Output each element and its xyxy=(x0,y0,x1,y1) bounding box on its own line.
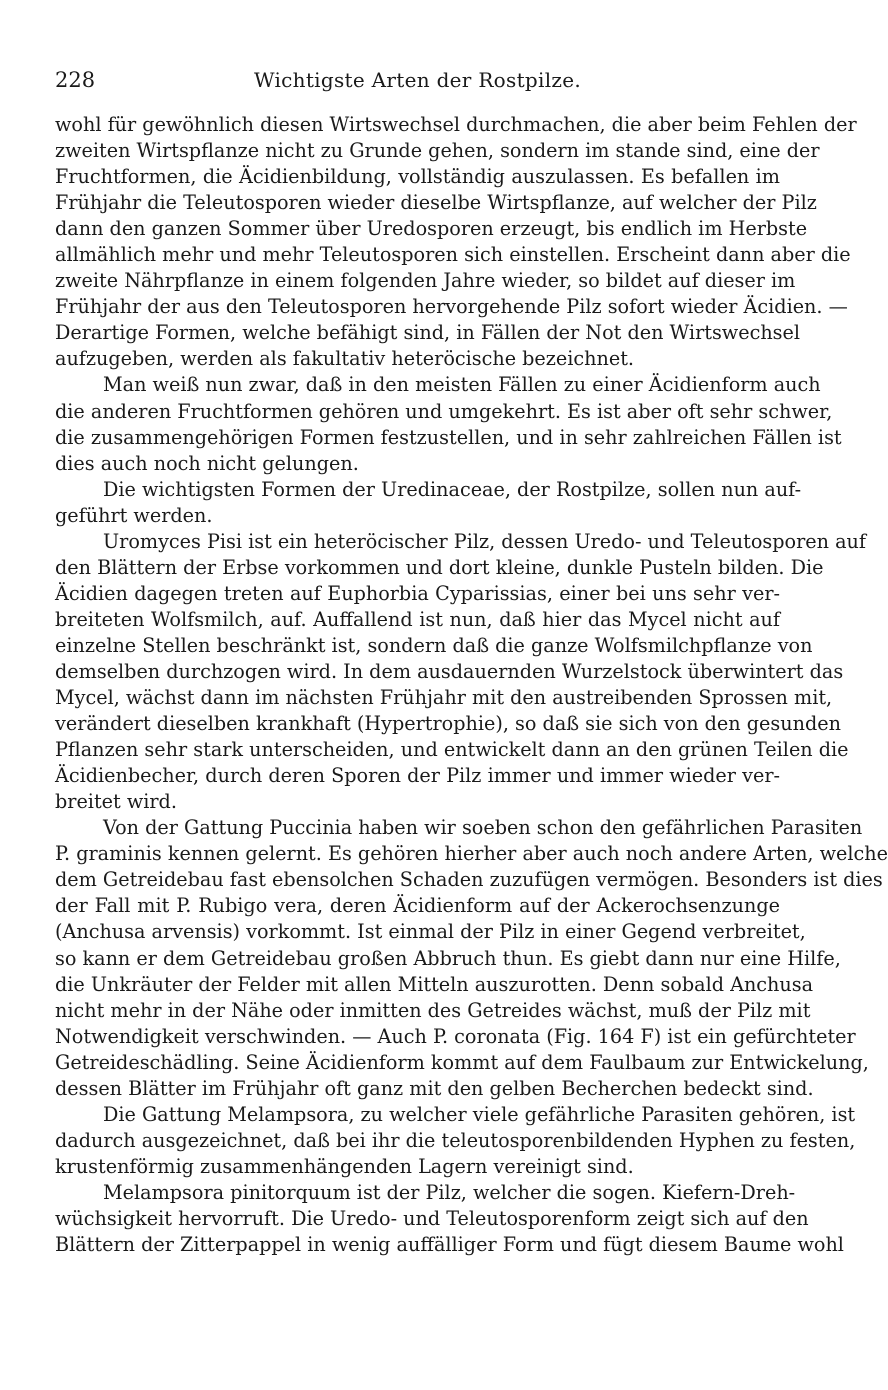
text-line: Frühjahr die Teleutosporen wieder dieselbe Wirtspflanze, auf welcher der Pilz xyxy=(55,191,817,215)
text-line: krustenförmig zusammenhängenden Lagern vereinigt sind. xyxy=(55,1154,634,1178)
text-line: geführt werden. xyxy=(55,503,213,527)
text-line: wüchsigkeit hervorruft. Die Uredo- und Teleutosporenform zeigt sich auf den xyxy=(55,1206,809,1230)
text-line: demselben durchzogen wird. In dem ausdauernden Wurzelstock überwintert das xyxy=(55,659,844,683)
text-line: Blättern der Zitterpappel in wenig auffälliger Form und fügt diesem Baume wohl xyxy=(55,1233,844,1257)
text-line: Getreideschädling. Seine Äcidienform kommt auf dem Faulbaum zur Entwickelung, xyxy=(55,1050,869,1074)
text-line: Frühjahr der aus den Teleutosporen hervorgehende Pilz sofort wieder Äcidien. — xyxy=(55,295,848,319)
text-line: dadurch ausgezeichnet, daß bei ihr die teleutosporenbildenden Hyphen zu festen, xyxy=(55,1128,856,1152)
text-line: die zusammengehörigen Formen festzustellen, und in sehr zahlreichen Fällen ist xyxy=(55,425,842,449)
text-line: so kann er dem Getreidebau großen Abbruch thun. Es giebt dann nur eine Hilfe, xyxy=(55,946,841,970)
text-line: allmählich mehr und mehr Teleutosporen sich einstellen. Erscheint dann aber die xyxy=(55,243,851,267)
text-line: einzelne Stellen beschränkt ist, sondern daß die ganze Wolfsmilchpflanze von xyxy=(55,633,813,657)
body-text xyxy=(55,112,888,1258)
text-line: (Anchusa arvensis) vorkommt. Ist einmal der Pilz in einer Gegend verbreitet, xyxy=(55,920,806,944)
text-line: wohl für gewöhnlich diesen Wirtswechsel durchmachen, die aber beim Fehlen der xyxy=(55,113,857,136)
text-line: dessen Blätter im Frühjahr oft ganz mit den gelben Becherchen bedeckt sind. xyxy=(55,1076,814,1100)
text-line: Von der Gattung Puccinia haben wir soeben schon den gefährlichen Parasiten xyxy=(103,816,863,840)
text-line: breitet wird. xyxy=(55,790,177,814)
text-line: aufzugeben, werden als fakultativ heteröcische bezeichnet. xyxy=(55,347,635,371)
text-line: der Fall mit P. Rubigo vera, deren Äcidienform auf der Ackerochsenzunge xyxy=(55,894,780,918)
text-line: den Blättern der Erbse vorkommen und dort kleine, dunkle Pusteln bilden. Die xyxy=(55,555,824,579)
text-line: Die Gattung Melampsora, zu welcher viele gefährliche Parasiten gehören, ist xyxy=(103,1102,856,1126)
text-line: Fruchtformen, die Äcidienbildung, vollständig auszulassen. Es befallen im xyxy=(55,165,780,189)
text-line: die Unkräuter der Felder mit allen Mitteln auszurotten. Denn sobald Anchusa xyxy=(55,972,814,996)
text-line: dies auch noch nicht gelungen. xyxy=(55,451,359,475)
text-line: verändert dieselben krankhaft (Hypertrophie), so daß sie sich von den gesunden xyxy=(55,712,841,736)
text-line: zweite Nährpflanze in einem folgenden Jahre wieder, so bildet auf dieser im xyxy=(55,269,796,293)
text-line: die anderen Fruchtformen gehören und umgekehrt. Es ist aber oft sehr schwer, xyxy=(55,399,833,423)
text-line: dem Getreidebau fast ebensolchen Schaden zuzufügen vermögen. Besonders ist dies xyxy=(55,868,883,892)
page-header xyxy=(55,64,780,96)
running-title: Wichtigste Arten der Rostpilze. xyxy=(253,68,582,92)
text-line: zweiten Wirtspflanze nicht zu Grunde gehen, sondern im stande sind, eine der xyxy=(55,139,820,163)
text-line: Man weiß nun zwar, daß in den meisten Fällen zu einer Äcidienform auch xyxy=(103,373,821,397)
text-line: Derartige Formen, welche befähigt sind, in Fällen der Not den Wirtswechsel xyxy=(55,321,801,345)
text-line: Melampsora pinitorquum ist der Pilz, welcher die sogen. Kiefern-Dreh- xyxy=(103,1180,796,1204)
text-line: Mycel, wächst dann im nächsten Frühjahr mit den austreibenden Sprossen mit, xyxy=(55,686,833,710)
text-line: Uromyces Pisi ist ein heteröcischer Pilz, dessen Uredo- und Teleutosporen auf xyxy=(103,529,866,553)
text-line: breiteten Wolfsmilch, auf. Auffallend ist nun, daß hier das Mycel nicht auf xyxy=(55,607,780,631)
page-number: 228 xyxy=(55,68,96,92)
text-line: Äcidienbecher, durch deren Sporen der Pilz immer und immer wieder ver- xyxy=(55,764,780,788)
text-line: nicht mehr in der Nähe oder inmitten des Getreides wächst, muß der Pilz mit xyxy=(55,998,811,1022)
text-line: Äcidien dagegen treten auf Euphorbia Cyparissias, einer bei uns sehr ver- xyxy=(55,581,780,605)
text-line: Notwendigkeit verschwinden. — Auch P. coronata (Fig. 164 F) ist ein gefürchteter xyxy=(55,1024,856,1048)
text-line: dann den ganzen Sommer über Uredosporen erzeugt, bis endlich im Herbste xyxy=(55,217,808,241)
text-line: Die wichtigsten Formen der Uredinaceae, der Rostpilze, sollen nun auf- xyxy=(103,477,802,501)
text-line: P. graminis kennen gelernt. Es gehören hierher aber auch noch andere Arten, welche xyxy=(55,842,888,866)
text-line: Pflanzen sehr stark unterscheiden, und entwickelt dann an den grünen Teilen die xyxy=(55,738,849,762)
